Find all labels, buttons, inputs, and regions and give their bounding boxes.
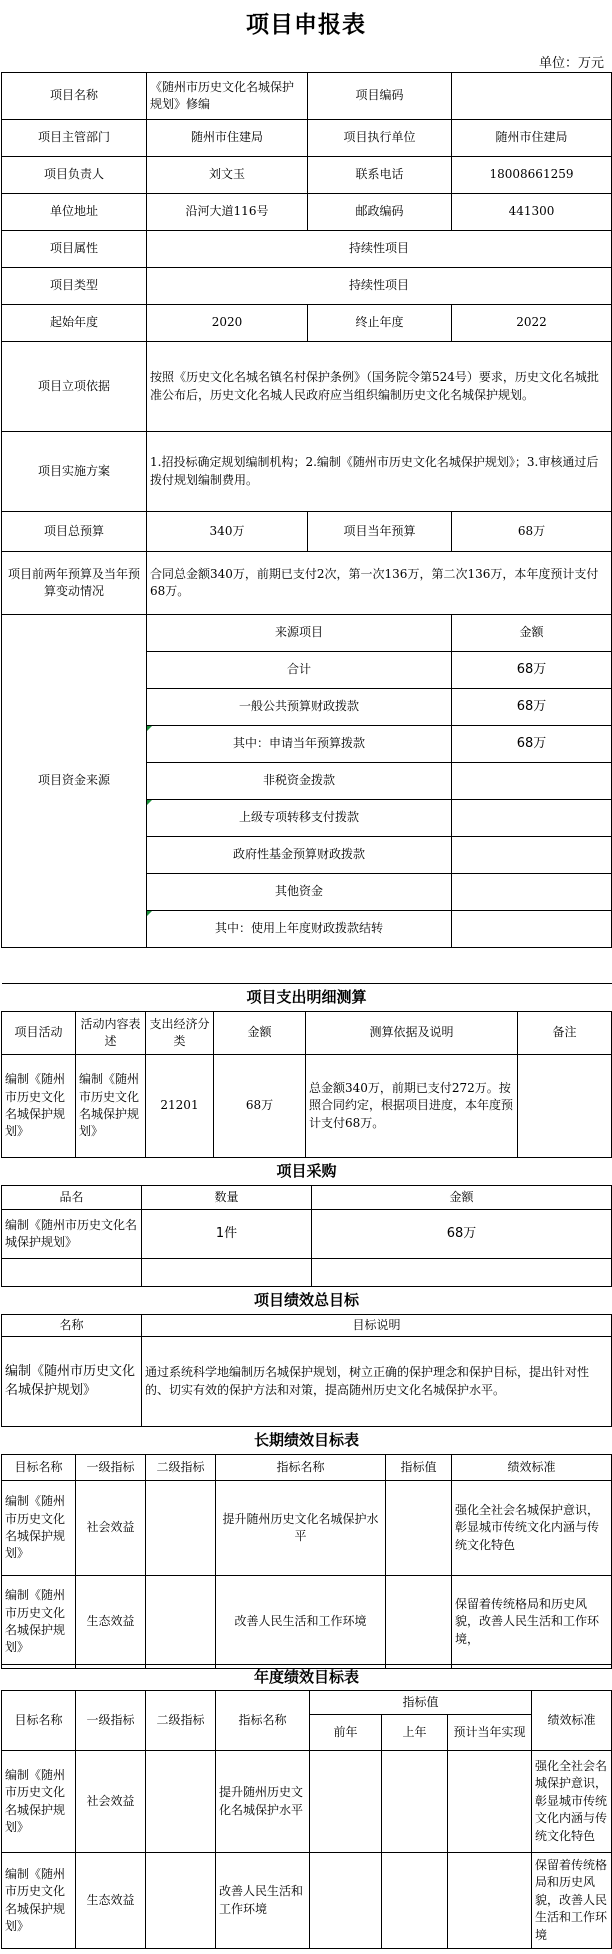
expense-amount: 68万: [214, 1055, 306, 1158]
procurement-table: [1, 1157, 612, 1287]
funding-col-source: 来源项目: [147, 615, 452, 652]
annual-header: 绩效标准: [532, 1691, 612, 1751]
funding-row-name: 其中：申请当年预算拨款: [147, 726, 452, 763]
annual-standard: 强化全社会名城保护意识，彰显城市传统文化内涵与传统文化特色: [532, 1751, 612, 1853]
long-term-section-title: 长期绩效目标表: [2, 1427, 612, 1455]
annual-header: 一级指标: [76, 1691, 146, 1751]
annual-header: 二级指标: [146, 1691, 216, 1751]
type-value: 持续性项目: [147, 268, 612, 305]
procurement-qty: 1件: [142, 1210, 312, 1259]
annual-l2: [146, 1853, 216, 1949]
leader-label: 项目负责人: [2, 157, 147, 194]
zip-label: 邮政编码: [308, 194, 452, 231]
annual-target: 编制《随州市历史文化名城保护规划》: [2, 1751, 76, 1853]
dept-value: 随州市住建局: [147, 120, 308, 157]
end-year-value: 2022: [452, 305, 612, 342]
project-name-value: 《随州市历史文化名城保护规划》修编: [147, 73, 308, 120]
zip-value: 441300: [452, 194, 612, 231]
long-term-target: 编制《随州市历史文化名城保护规划》: [2, 1481, 76, 1576]
application-table: [1, 72, 612, 948]
annual-current: [448, 1751, 532, 1853]
type-label: 项目类型: [2, 268, 147, 305]
annual-l1: 社会效益: [76, 1751, 146, 1853]
expense-header: 金额: [214, 1012, 306, 1055]
exec-unit-label: 项目执行单位: [308, 120, 452, 157]
project-name-label: 项目名称: [2, 73, 147, 120]
procurement-header: 品名: [2, 1186, 142, 1210]
long-term-l1: 社会效益: [76, 1481, 146, 1576]
budget-change-label: 项目前两年预算及当年预算变动情况: [2, 552, 147, 615]
dept-label: 项目主管部门: [2, 120, 147, 157]
expense-activity: 编制《随州市历史文化名城保护规划》: [2, 1055, 76, 1158]
funding-row-name: 合计: [147, 652, 452, 689]
long-term-value: [386, 1481, 452, 1576]
expense-basis: 总金额340万，前期已支付272万。按照合同约定，根据项目进度，本年度预计支付68万。: [306, 1055, 518, 1158]
annual-subheader: 预计当年实现: [448, 1715, 532, 1751]
annual-table: [1, 1664, 612, 1949]
annual-l1: 生态效益: [76, 1853, 146, 1949]
procurement-header: 数量: [142, 1186, 312, 1210]
year-budget-value: 68万: [452, 512, 612, 552]
funding-row-amount: 68万: [452, 689, 612, 726]
annual-current: [448, 1853, 532, 1949]
procurement-section-title: 项目采购: [2, 1158, 612, 1186]
funding-col-amount: 金额: [452, 615, 612, 652]
annual-prev2: [310, 1751, 382, 1853]
expense-header: 支出经济分类: [146, 1012, 214, 1055]
long-term-header: 指标值: [386, 1455, 452, 1481]
plan-value: 1.招投标确定规划编制机构；2.编制《随州市历史文化名城保护规划》；3.审核通过后拨付规划编制费用。: [147, 432, 612, 512]
funding-row-amount: 68万: [452, 652, 612, 689]
procurement-header: 金额: [312, 1186, 612, 1210]
exec-unit-value: 随州市住建局: [452, 120, 612, 157]
funding-row-name: 政府性基金预算财政拨款: [147, 837, 452, 874]
long-term-l1: 生态效益: [76, 1576, 146, 1669]
long-term-header: 一级指标: [76, 1455, 146, 1481]
annual-indicator: 提升随州历史文化名城保护水平: [216, 1751, 310, 1853]
long-term-indicator: 提升随州历史文化名城保护水平: [216, 1481, 386, 1576]
annual-standard: 保留着传统格局和历史风貌，改善人民生活和工作环境: [532, 1853, 612, 1949]
annual-header: 指标值: [310, 1691, 532, 1715]
page-title: 项目申报表: [246, 11, 366, 38]
annual-header: 目标名称: [2, 1691, 76, 1751]
expense-header: 备注: [518, 1012, 612, 1055]
long-term-header: 目标名称: [2, 1455, 76, 1481]
basis-value: 按照《历史文化名城名镇名村保护条例》（国务院令第524号）要求，历史文化名城批准公布后，历史文化名城人民政府应当组织编制历史文化名城保护规划。: [147, 342, 612, 432]
annual-subheader: 上年: [382, 1715, 448, 1751]
phone-value: 18008661259: [452, 157, 612, 194]
procurement-item-name: 编制《随州市历史文化名城保护规划》: [2, 1210, 142, 1259]
expense-header: 测算依据及说明: [306, 1012, 518, 1055]
project-code-value: [452, 73, 612, 120]
long-term-target: 编制《随州市历史文化名城保护规划》: [2, 1576, 76, 1669]
annual-subheader: 前年: [310, 1715, 382, 1751]
expense-header: 活动内容表述: [76, 1012, 146, 1055]
end-year-label: 终止年度: [308, 305, 452, 342]
expense-content: 编制《随州市历史文化名城保护规划》: [76, 1055, 146, 1158]
start-year-value: 2020: [147, 305, 308, 342]
perf-total-table: [1, 1286, 612, 1427]
attribute-value: 持续性项目: [147, 231, 612, 268]
annual-prev1: [382, 1853, 448, 1949]
long-term-header: 绩效标准: [452, 1455, 612, 1481]
annual-header: 指标名称: [216, 1691, 310, 1751]
annual-prev1: [382, 1751, 448, 1853]
plan-label: 项目实施方案: [2, 432, 147, 512]
long-term-header: 二级指标: [146, 1455, 216, 1481]
long-term-l2: [146, 1481, 216, 1576]
long-term-table: [1, 1426, 612, 1669]
leader-value: 刘文玉: [147, 157, 308, 194]
procurement-empty-cell: [2, 1259, 142, 1287]
address-label: 单位地址: [2, 194, 147, 231]
annual-target: 编制《随州市历史文化名城保护规划》: [2, 1853, 76, 1949]
procurement-amount: 68万: [312, 1210, 612, 1259]
long-term-indicator: 改善人民生活和工作环境: [216, 1576, 386, 1669]
long-term-standard: 保留着传统格局和历史风貌，改善人民生活和工作环境，: [452, 1576, 612, 1669]
perf-total-section-title: 项目绩效总目标: [2, 1287, 612, 1315]
long-term-header: 指标名称: [216, 1455, 386, 1481]
procurement-empty-cell: [142, 1259, 312, 1287]
perf-total-header: 目标说明: [142, 1315, 612, 1337]
funding-row-amount: [452, 911, 612, 948]
annual-indicator: 改善人民生活和工作环境: [216, 1853, 310, 1949]
expense-header: 项目活动: [2, 1012, 76, 1055]
year-budget-label: 项目当年预算: [308, 512, 452, 552]
funding-source-label: 项目资金来源: [2, 615, 147, 948]
total-budget-label: 项目总预算: [2, 512, 147, 552]
annual-section-title: 年度绩效目标表: [2, 1665, 612, 1691]
expense-section-title: 项目支出明细测算: [2, 984, 612, 1012]
budget-change-value: 合同总金额340万，前期已支付2次，第一次136万，第二次136万，本年度预计支付68万。: [147, 552, 612, 615]
attribute-label: 项目属性: [2, 231, 147, 268]
expense-category: 21201: [146, 1055, 214, 1158]
start-year-label: 起始年度: [2, 305, 147, 342]
perf-total-desc: 通过系统科学地编制历名城保护规划，树立正确的保护理念和保护目标，提出针对性的、切实有效的保护方法和对策，提高随州历史文化名城保护水平。: [142, 1337, 612, 1427]
procurement-empty-cell: [312, 1259, 612, 1287]
total-budget-value: 340万: [147, 512, 308, 552]
long-term-l2: [146, 1576, 216, 1669]
unit-label: 单位：万元: [538, 56, 604, 71]
perf-total-name: 编制《随州市历史文化名城保护规划》: [2, 1337, 142, 1427]
expense-note: [518, 1055, 612, 1158]
funding-row-name: 一般公共预算财政拨款: [147, 689, 452, 726]
perf-total-header: 名称: [2, 1315, 142, 1337]
basis-label: 项目立项依据: [2, 342, 147, 432]
funding-row-name: 上级专项转移支付拨款: [147, 800, 452, 837]
annual-prev2: [310, 1853, 382, 1949]
funding-row-amount: [452, 763, 612, 800]
long-term-standard: 强化全社会名城保护意识，彰显城市传统文化内涵与传统文化特色: [452, 1481, 612, 1576]
long-term-value: [386, 1576, 452, 1669]
expense-table: [1, 983, 612, 1158]
annual-l2: [146, 1751, 216, 1853]
funding-row-amount: [452, 800, 612, 837]
funding-row-amount: [452, 874, 612, 911]
funding-row-amount: 68万: [452, 726, 612, 763]
project-code-label: 项目编码: [308, 73, 452, 120]
funding-row-name: 其他资金: [147, 874, 452, 911]
funding-row-name: 非税资金拨款: [147, 763, 452, 800]
phone-label: 联系电话: [308, 157, 452, 194]
funding-row-amount: [452, 837, 612, 874]
address-value: 沿河大道116号: [147, 194, 308, 231]
funding-row-name: 其中：使用上年度财政拨款结转: [147, 911, 452, 948]
